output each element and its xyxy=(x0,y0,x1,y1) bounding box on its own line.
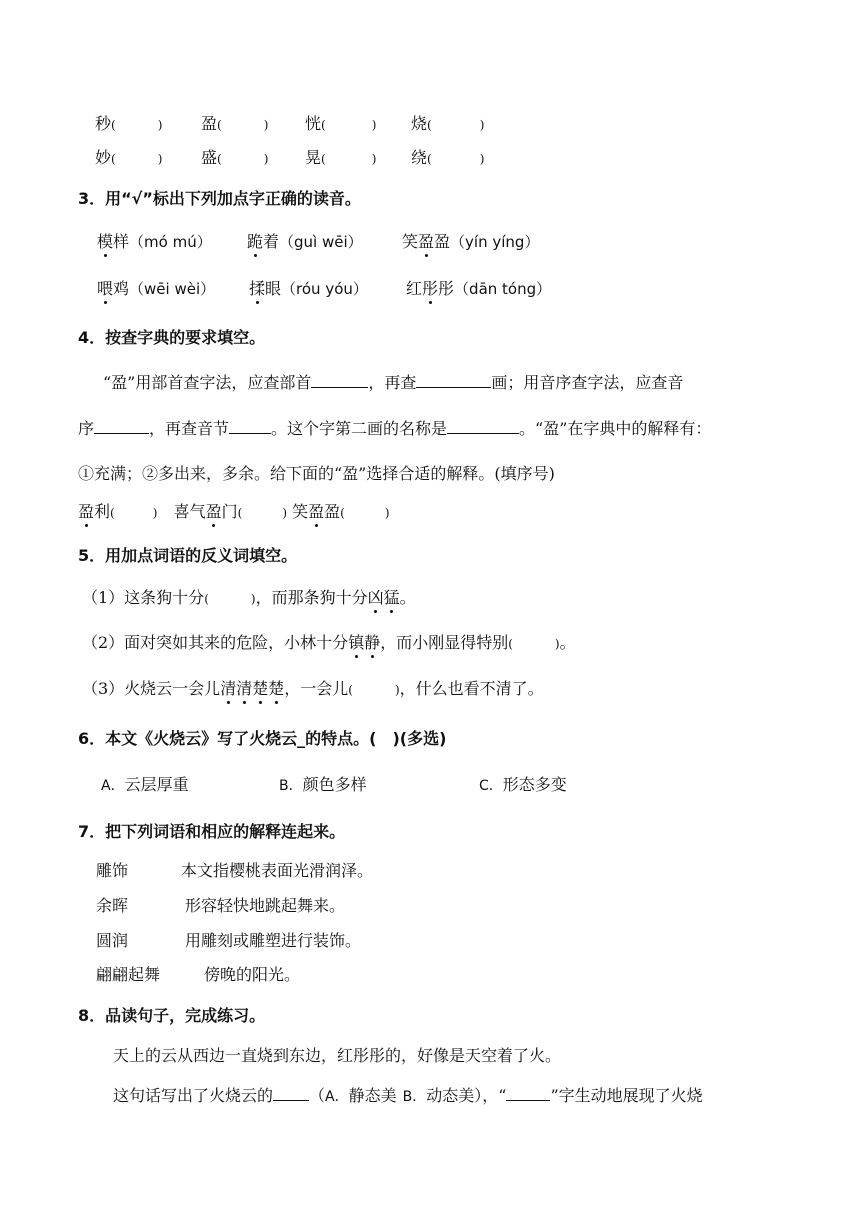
dotted-char: 镇 xyxy=(348,630,364,653)
q6-option-a[interactable]: A．云层厚重 xyxy=(101,775,189,794)
pinyin-options: （mó mú） xyxy=(129,233,212,251)
q4-line-1: “盈”用部首查字法，应查部首 ，再查 画；用音序查字法，应查音 xyxy=(103,373,684,392)
pinyin-options: （dān tóng） xyxy=(454,280,552,298)
question-number: 7． xyxy=(78,822,106,841)
paren-blank[interactable]: ( ) xyxy=(110,506,158,520)
q2-char: 盈 xyxy=(201,114,218,133)
q4-heading xyxy=(78,325,265,348)
dotted-char: 楚 xyxy=(252,676,268,699)
q5-sentence-2: （2）面对突如其来的危险，小林十分镇静，而小刚显得特别( )。 xyxy=(82,630,576,653)
paren-blank[interactable]: ( ) xyxy=(217,118,269,132)
paren-blank[interactable]: ( ) xyxy=(204,592,256,606)
fill-blank[interactable] xyxy=(229,419,271,434)
match-definition[interactable]: 傍晚的阳光。 xyxy=(204,965,301,984)
paren-blank[interactable]: ( ) xyxy=(217,152,269,166)
q3-item[interactable]: 笑盈盈（yín yíng） xyxy=(402,229,539,252)
paren-blank[interactable]: ( ) xyxy=(348,683,400,697)
dotted-char: 盈 xyxy=(418,229,434,252)
q3-item[interactable]: 喂鸡（wēi wèi） xyxy=(97,276,215,299)
match-word[interactable]: 余晖 xyxy=(96,896,129,915)
q6-option-b[interactable]: B．颜色多样 xyxy=(279,775,367,794)
dotted-char: 凶 xyxy=(368,585,384,608)
question-number: 6． xyxy=(78,729,106,748)
q5-sentence-1: （1）这条狗十分( )，而那条狗十分凶猛。 xyxy=(82,585,416,608)
q6-heading xyxy=(78,726,446,749)
q5-heading xyxy=(78,543,297,566)
dotted-char: 盈 xyxy=(206,499,222,522)
dotted-char: 盈 xyxy=(308,499,324,522)
paren-blank[interactable]: ( ) xyxy=(321,152,377,166)
paren-blank[interactable]: ( ) xyxy=(508,637,560,651)
dotted-char: 静 xyxy=(364,630,380,653)
paren-blank[interactable]: ( ) xyxy=(111,152,163,166)
paren-blank[interactable]: ( ) xyxy=(427,118,485,132)
q2-char: 盛 xyxy=(201,148,218,167)
question-title: 用加点词语的反义词填空。 xyxy=(105,546,298,565)
q4-words: 盈利( ) 喜气盈门( ) 笑盈盈( ) xyxy=(78,499,390,522)
paren-blank[interactable]: ( ) xyxy=(111,118,163,132)
q2-char: 秒 xyxy=(95,114,112,133)
fill-blank[interactable] xyxy=(447,419,519,434)
q8-heading xyxy=(78,1003,265,1026)
q2-char: 晃 xyxy=(305,148,322,167)
q2-char: 绕 xyxy=(411,148,428,167)
match-word[interactable]: 翩翩起舞 xyxy=(96,965,161,984)
q6-option-c[interactable]: C．形态多变 xyxy=(479,775,567,794)
dotted-char: 彤 xyxy=(422,276,438,299)
q3-item[interactable]: 模样（mó mú） xyxy=(97,229,212,252)
q2-char: 恍 xyxy=(305,114,322,133)
question-title: 把下列词语和相应的解释连起来。 xyxy=(105,822,346,841)
q3-item[interactable]: 跪着（guì wēi） xyxy=(247,229,363,252)
question-number: 4． xyxy=(78,328,106,347)
fill-blank[interactable] xyxy=(273,1086,309,1101)
match-definition[interactable]: 本文指樱桃表面光滑润泽。 xyxy=(181,861,374,880)
fill-blank[interactable] xyxy=(311,373,368,388)
fill-blank[interactable] xyxy=(94,419,149,434)
dotted-char: 猛 xyxy=(384,585,400,608)
fill-blank[interactable] xyxy=(416,373,491,388)
q2-char: 烧 xyxy=(411,114,428,133)
paren-blank[interactable]: ( ) xyxy=(427,152,485,166)
pinyin-options: （yín yíng） xyxy=(450,233,540,251)
dotted-char: 楚 xyxy=(268,676,284,699)
question-title: 品读句子，完成练习。 xyxy=(105,1006,266,1025)
q3-heading xyxy=(78,186,361,209)
match-word[interactable]: 圆润 xyxy=(96,931,129,950)
dotted-char: 喂 xyxy=(97,276,113,299)
pinyin-options: （róu yóu） xyxy=(281,280,368,298)
question-number: 3． xyxy=(78,189,106,208)
pinyin-options: （guì wēi） xyxy=(279,233,363,251)
q5-sentence-3: （3）火烧云一会儿清清楚楚，一会儿( )，什么也看不清了。 xyxy=(82,676,544,699)
dotted-char: 揉 xyxy=(249,276,265,299)
pinyin-options: （wēi wèi） xyxy=(129,280,216,298)
paren-blank[interactable]: ( ) xyxy=(321,118,377,132)
q4-line-2: 序 ，再查音节 。这个字第二画的名称是 。“盈”在字典中的解释有： xyxy=(78,419,712,438)
q2-char: 妙 xyxy=(95,148,112,167)
question-title: 用“√”标出下列加点字正确的读音。 xyxy=(105,189,361,208)
q3-item[interactable]: 揉眼（róu yóu） xyxy=(249,276,368,299)
match-definition[interactable]: 形容轻快地跳起舞来。 xyxy=(185,896,346,915)
dotted-char: 清 xyxy=(236,676,252,699)
q7-heading xyxy=(78,819,345,842)
question-title: 按查字典的要求填空。 xyxy=(105,328,266,347)
question-number: 5． xyxy=(78,546,106,565)
question-title: 本文《火烧云》写了火烧云_的特点。( )(多选) xyxy=(105,729,447,748)
match-definition[interactable]: 用雕刻或雕塑进行装饰。 xyxy=(185,931,362,950)
q4-line-3: ①充满；②多出来，多余。给下面的“盈”选择合适的解释。(填序号) xyxy=(78,464,555,483)
q8-sentence: 天上的云从西边一直烧到东边，红彤彤的，好像是天空着了火。 xyxy=(113,1046,562,1065)
paren-blank[interactable]: ( ) xyxy=(340,506,390,520)
q8-question: 这句话写出了火烧云的 （A．静态美 B．动态美），“ ”字生动地展现了火烧 xyxy=(113,1086,703,1105)
dotted-char: 清 xyxy=(220,676,236,699)
fill-blank[interactable] xyxy=(506,1086,550,1101)
dotted-char: 模 xyxy=(97,229,113,252)
match-word[interactable]: 雕饰 xyxy=(96,861,129,880)
q3-item[interactable]: 红彤彤（dān tóng） xyxy=(406,276,551,299)
dotted-char: 盈 xyxy=(78,499,94,522)
dotted-char: 跪 xyxy=(247,229,263,252)
question-number: 8． xyxy=(78,1006,106,1025)
paren-blank[interactable]: ( ) xyxy=(237,506,288,520)
